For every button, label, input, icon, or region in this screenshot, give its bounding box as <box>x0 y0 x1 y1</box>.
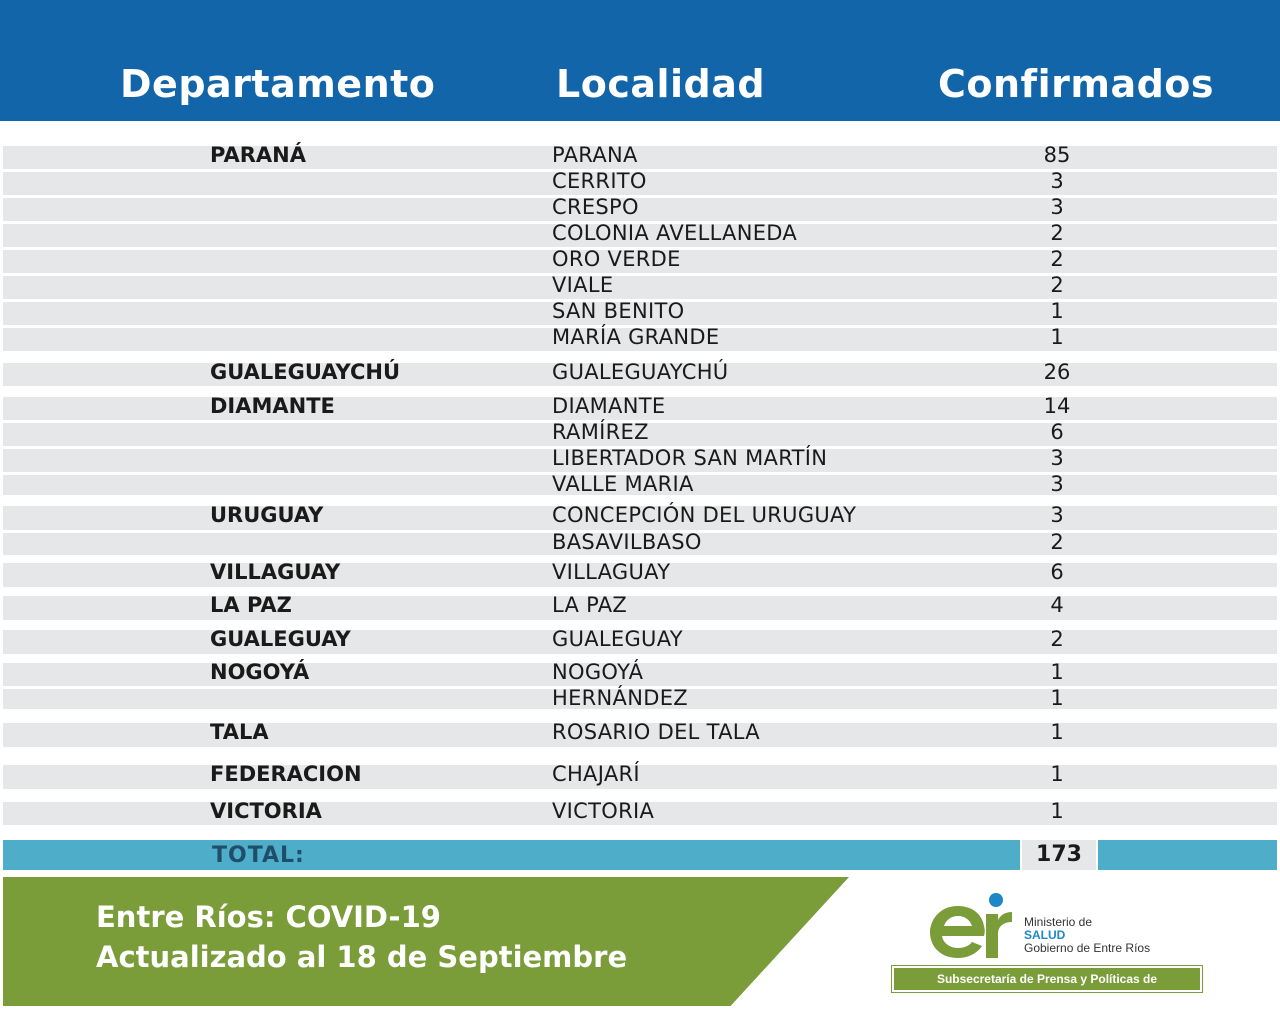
ministerio-text <box>1024 916 1150 955</box>
localidad-cell: ORO VERDE <box>552 247 681 271</box>
departamento-cell: VILLAGUAY <box>210 560 341 584</box>
confirmados-cell: 3 <box>1050 472 1064 496</box>
footer-title: Entre Ríos: COVID-19 <box>96 900 441 934</box>
localidad-cell: BASAVILBASO <box>552 530 702 554</box>
gobierno-label: Gobierno de Entre Ríos <box>1024 941 1151 955</box>
column-header-departamento: Departamento <box>120 62 436 106</box>
departamento-cell: URUGUAY <box>210 503 324 527</box>
confirmados-cell: 14 <box>1043 394 1071 418</box>
column-header-confirmados: Confirmados <box>938 62 1215 106</box>
confirmados-cell: 1 <box>1050 686 1064 710</box>
confirmados-cell: 1 <box>1050 660 1064 684</box>
departamento-cell: TALA <box>210 720 269 744</box>
localidad-cell: GUALEGUAYCHÚ <box>552 360 729 384</box>
departamento-cell: DIAMANTE <box>210 394 335 418</box>
confirmados-cell: 85 <box>1043 143 1071 167</box>
subsecretaria-label: Subsecretaría de Prensa y Políticas de Comunicación <box>892 966 1202 992</box>
confirmados-cell: 6 <box>1050 560 1064 584</box>
localidad-cell: VILLAGUAY <box>552 560 671 584</box>
confirmados-cell: 2 <box>1050 221 1064 245</box>
confirmados-cell: 3 <box>1050 446 1064 470</box>
confirmados-cell: 1 <box>1050 799 1064 823</box>
localidad-cell: GUALEGUAY <box>552 627 683 651</box>
total-value: 173 <box>1020 840 1098 870</box>
departamento-cell: FEDERACION <box>210 762 362 786</box>
localidad-cell: CERRITO <box>552 169 647 193</box>
confirmados-cell: 1 <box>1050 762 1064 786</box>
localidad-cell: HERNÁNDEZ <box>552 686 688 710</box>
localidad-cell: ROSARIO DEL TALA <box>552 720 760 744</box>
departamento-cell: GUALEGUAYCHÚ <box>210 360 401 384</box>
localidad-cell: NOGOYÁ <box>552 660 644 684</box>
localidad-cell: VIALE <box>552 273 614 297</box>
localidad-cell: COLONIA AVELLANEDA <box>552 221 798 245</box>
confirmados-cell: 6 <box>1050 420 1064 444</box>
footer-updated: Actualizado al 18 de Septiembre <box>96 940 628 974</box>
confirmados-cell: 1 <box>1050 325 1064 349</box>
confirmados-cell: 2 <box>1050 627 1064 651</box>
departamento-cell: LA PAZ <box>210 593 292 617</box>
localidad-cell: PARANA <box>552 143 638 167</box>
localidad-cell: DIAMANTE <box>552 394 666 418</box>
localidad-cell: VALLE MARIA <box>552 472 694 496</box>
confirmados-cell: 3 <box>1050 169 1064 193</box>
localidad-cell: LA PAZ <box>552 593 628 617</box>
confirmados-cell: 26 <box>1043 360 1071 384</box>
localidad-cell: SAN BENITO <box>552 299 685 323</box>
localidad-cell: VICTORIA <box>552 799 655 823</box>
localidad-cell: CRESPO <box>552 195 639 219</box>
departamento-cell: GUALEGUAY <box>210 627 351 651</box>
confirmados-cell: 1 <box>1050 720 1064 744</box>
salud-label: SALUD <box>1024 928 1066 942</box>
departamento-cell: NOGOYÁ <box>210 660 310 684</box>
confirmados-cell: 1 <box>1050 299 1064 323</box>
ministerio-logo <box>890 884 1210 1008</box>
localidad-cell: MARÍA GRANDE <box>552 325 720 349</box>
confirmados-cell: 2 <box>1050 273 1064 297</box>
departamento-cell: PARANÁ <box>210 143 306 167</box>
confirmados-cell: 2 <box>1050 530 1064 554</box>
confirmados-cell: 3 <box>1050 503 1064 527</box>
total-label: TOTAL: <box>212 843 305 868</box>
localidad-cell: CHAJARÍ <box>552 762 640 786</box>
localidad-cell: CONCEPCIÓN DEL URUGUAY <box>552 503 857 527</box>
er-logo-icon <box>928 890 1018 962</box>
localidad-cell: LIBERTADOR SAN MARTÍN <box>552 446 828 470</box>
ministerio-label: Ministerio de <box>1024 915 1093 929</box>
column-header-localidad: Localidad <box>556 62 766 106</box>
localidad-cell: RAMÍREZ <box>552 420 649 444</box>
confirmados-cell: 4 <box>1050 593 1064 617</box>
confirmados-cell: 2 <box>1050 247 1064 271</box>
departamento-cell: VICTORIA <box>210 799 322 823</box>
confirmados-cell: 3 <box>1050 195 1064 219</box>
